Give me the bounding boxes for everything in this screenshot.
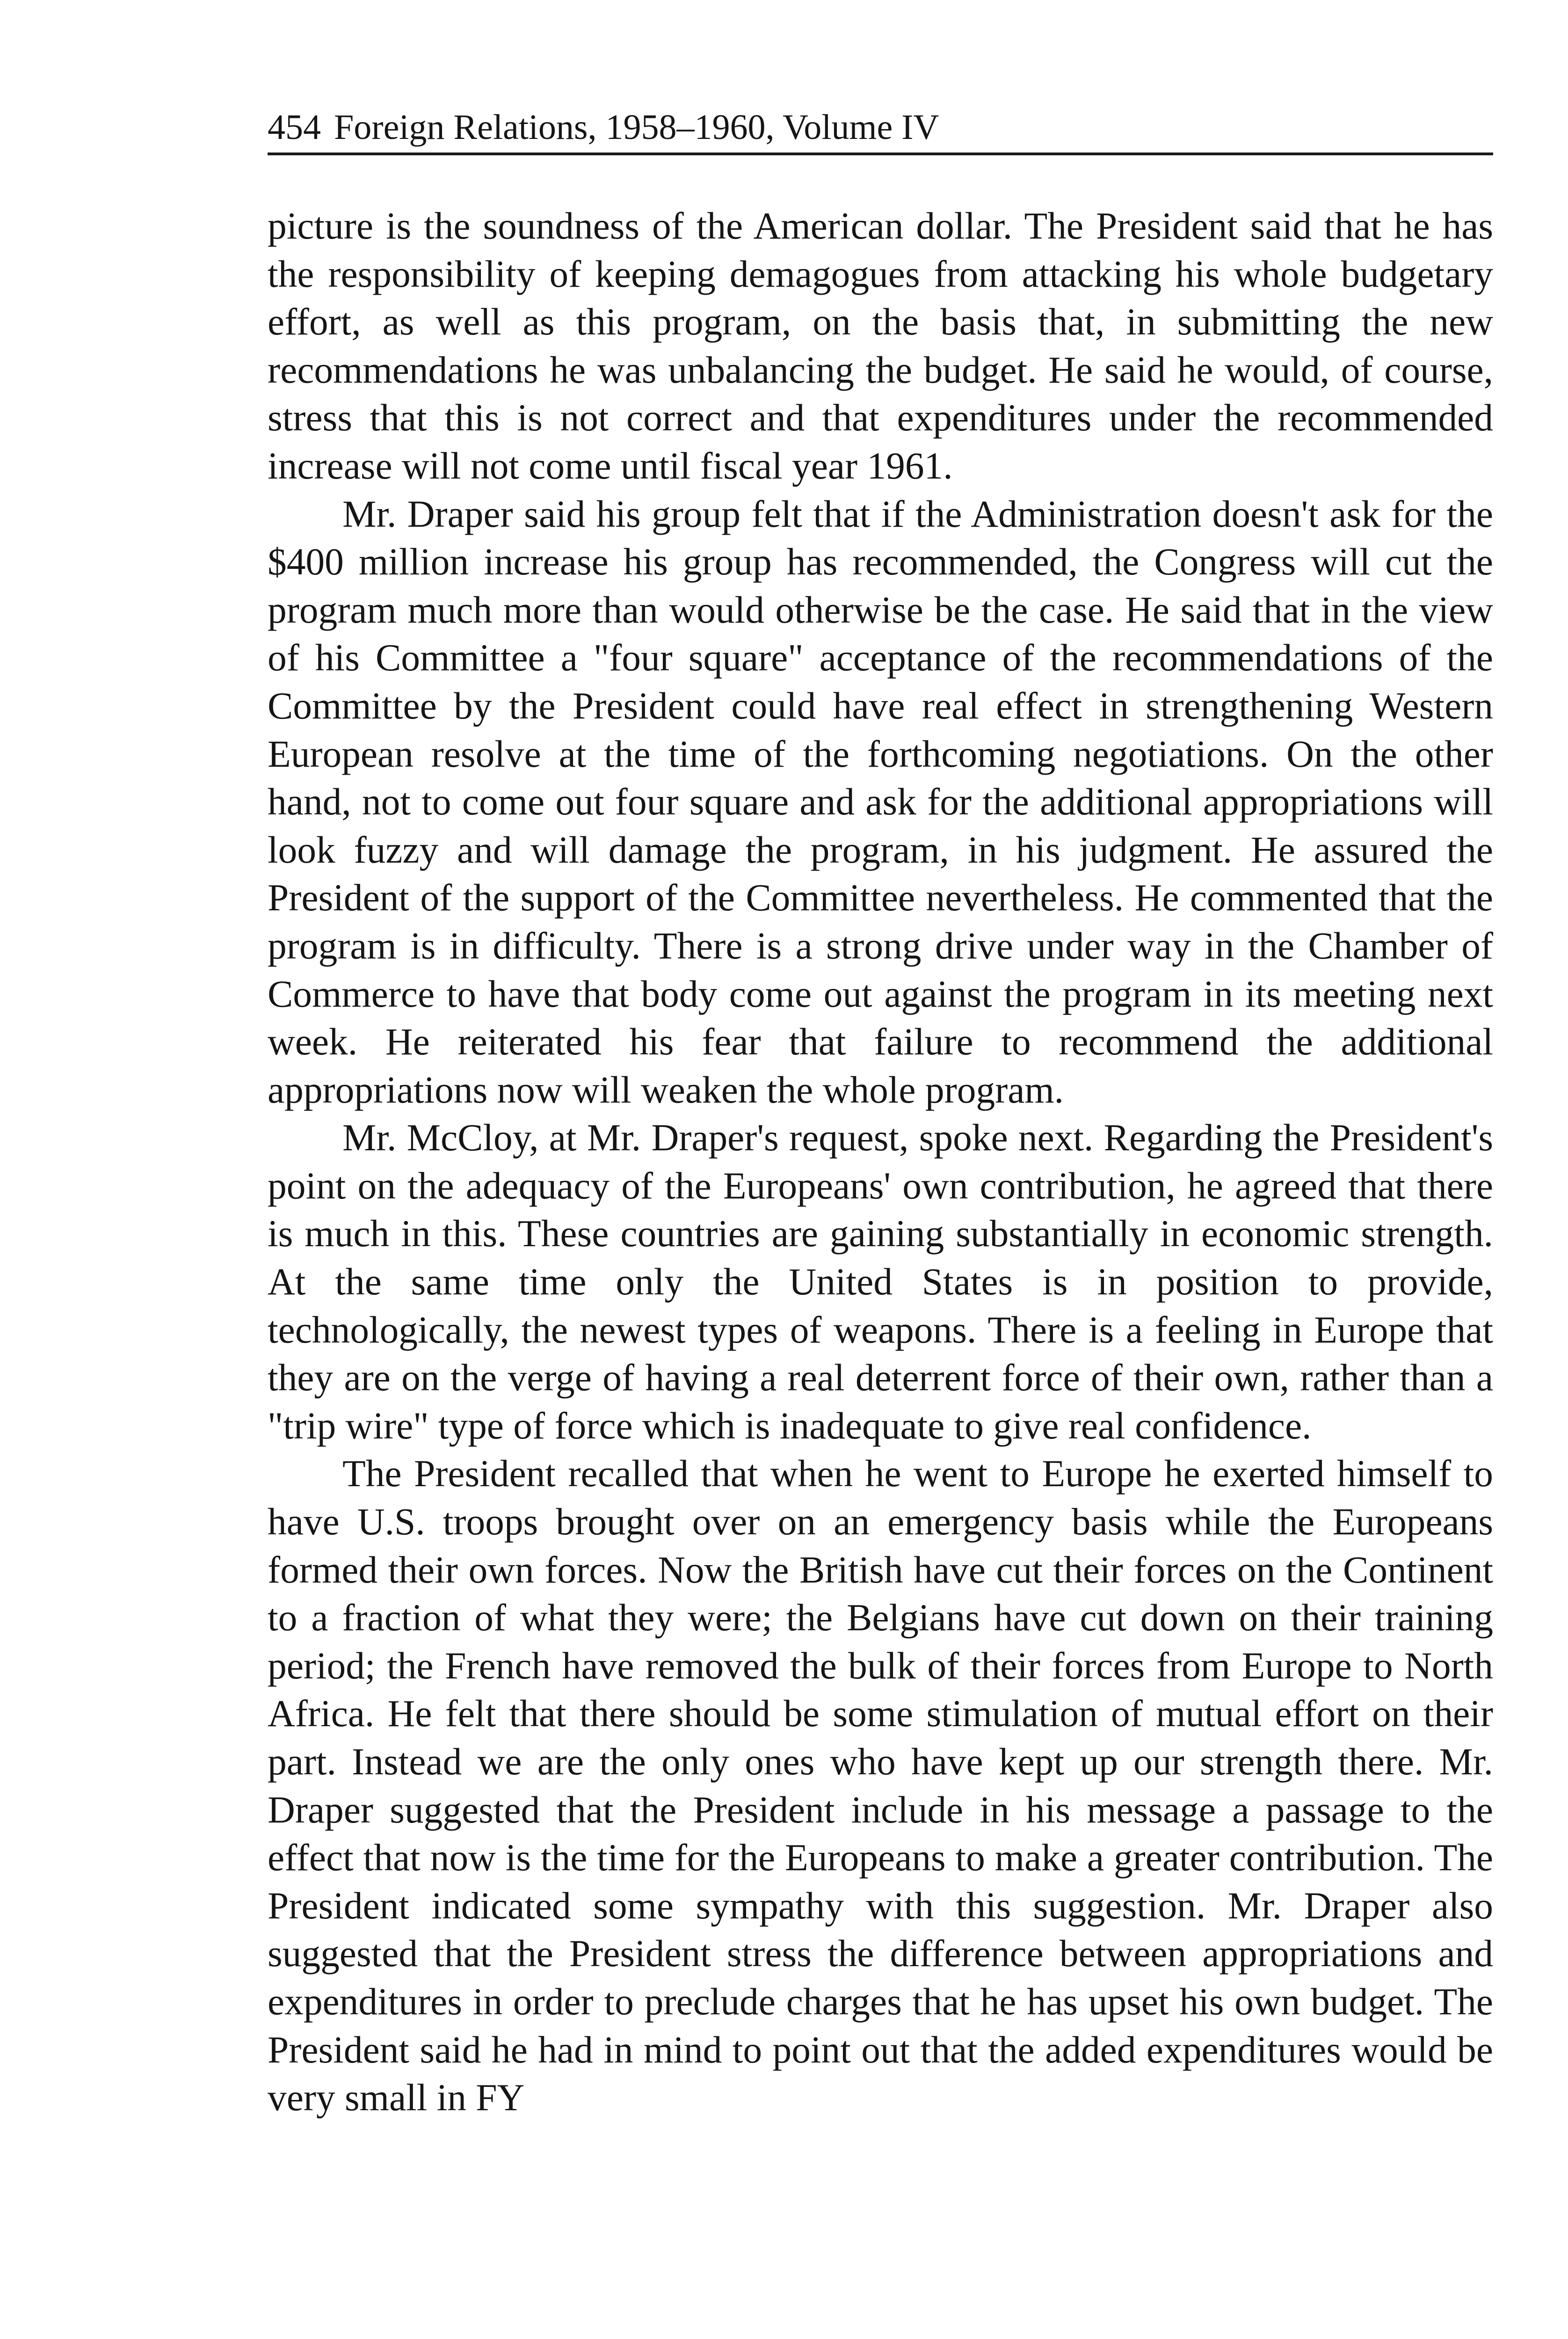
running-header xyxy=(268,104,1493,155)
body-text xyxy=(268,202,1493,2122)
paragraph-draper: Mr. Draper said his group felt that if the Administration doesn't ask for the $400 million increase his group has recommended, the Congress will cut the program much more than would otherwise be the case. He said that in the view of his Committee a "four square" acceptance of the recommendations of the Committee by the President could have real effect in strengthening Western European resolve at the time of the forthcoming negotiations. On the other hand, not to come out four square and ask for the additional appropriations will look fuzzy and will damage the program, in his judgment. He assured the President of the support of the Committee nevertheless. He commented that the program is in difficulty. There is a strong drive under way in the Chamber of Commerce to have that body come out against the program in its meeting next week. He reiterated his fear that failure to recommend the additional appropriations now will weaken the whole program. xyxy=(268,492,1493,1111)
paragraph-mccloy: Mr. McCloy, at Mr. Draper's request, spoke next. Regarding the President's point on the adequacy of the Europeans' own contribution, he agreed that there is much in this. These countries are gaining substantially in economic strength. At the same time only the United States is in position to provide, technologically, the newest types of weapons. There is a feeling in Europe that they are on the verge of having a real deterrent force of their own, rather than a "trip wire" type of force which is inadequate to give real confidence. xyxy=(268,1116,1493,1447)
paragraph-president: The President recalled that when he went to Europe he exerted himself to have U.S. troops brought over on an emergency basis while the Europeans formed their own forces. Now the British have cut their forces on the Continent to a fraction of what they were; the Belgians have cut down on their training period; the French have removed the bulk of their forces from Europe to North Africa. He felt that there should be some stimulation of mutual effort on their part. Instead we are the only ones who have kept up our strength there. Mr. Draper suggested that the President include in his message a passage to the effect that now is the time for the Europeans to make a greater contribution. The President indicated some sympathy with this suggestion. Mr. Draper also suggested that the President stress the difference between appropriations and expenditures in order to preclude charges that he has upset his own budget. The President said he had in mind to point out that the added expenditures would be very small in FY xyxy=(268,1452,1493,2119)
paragraph-continued: picture is the soundness of the American dollar. The President said that he has the responsibility of keeping demagogues from attacking his whole budgetary effort, as well as this program, on the basis that, in submitting the new recommendations he was unbalancing the budget. He said he would, of course, stress that this is not correct and that expenditures under the recommended increase will not come until fiscal year 1961. xyxy=(268,204,1493,487)
page-number: 454 xyxy=(268,108,321,147)
running-title: Foreign Relations, 1958–1960, Volume IV xyxy=(334,108,939,147)
